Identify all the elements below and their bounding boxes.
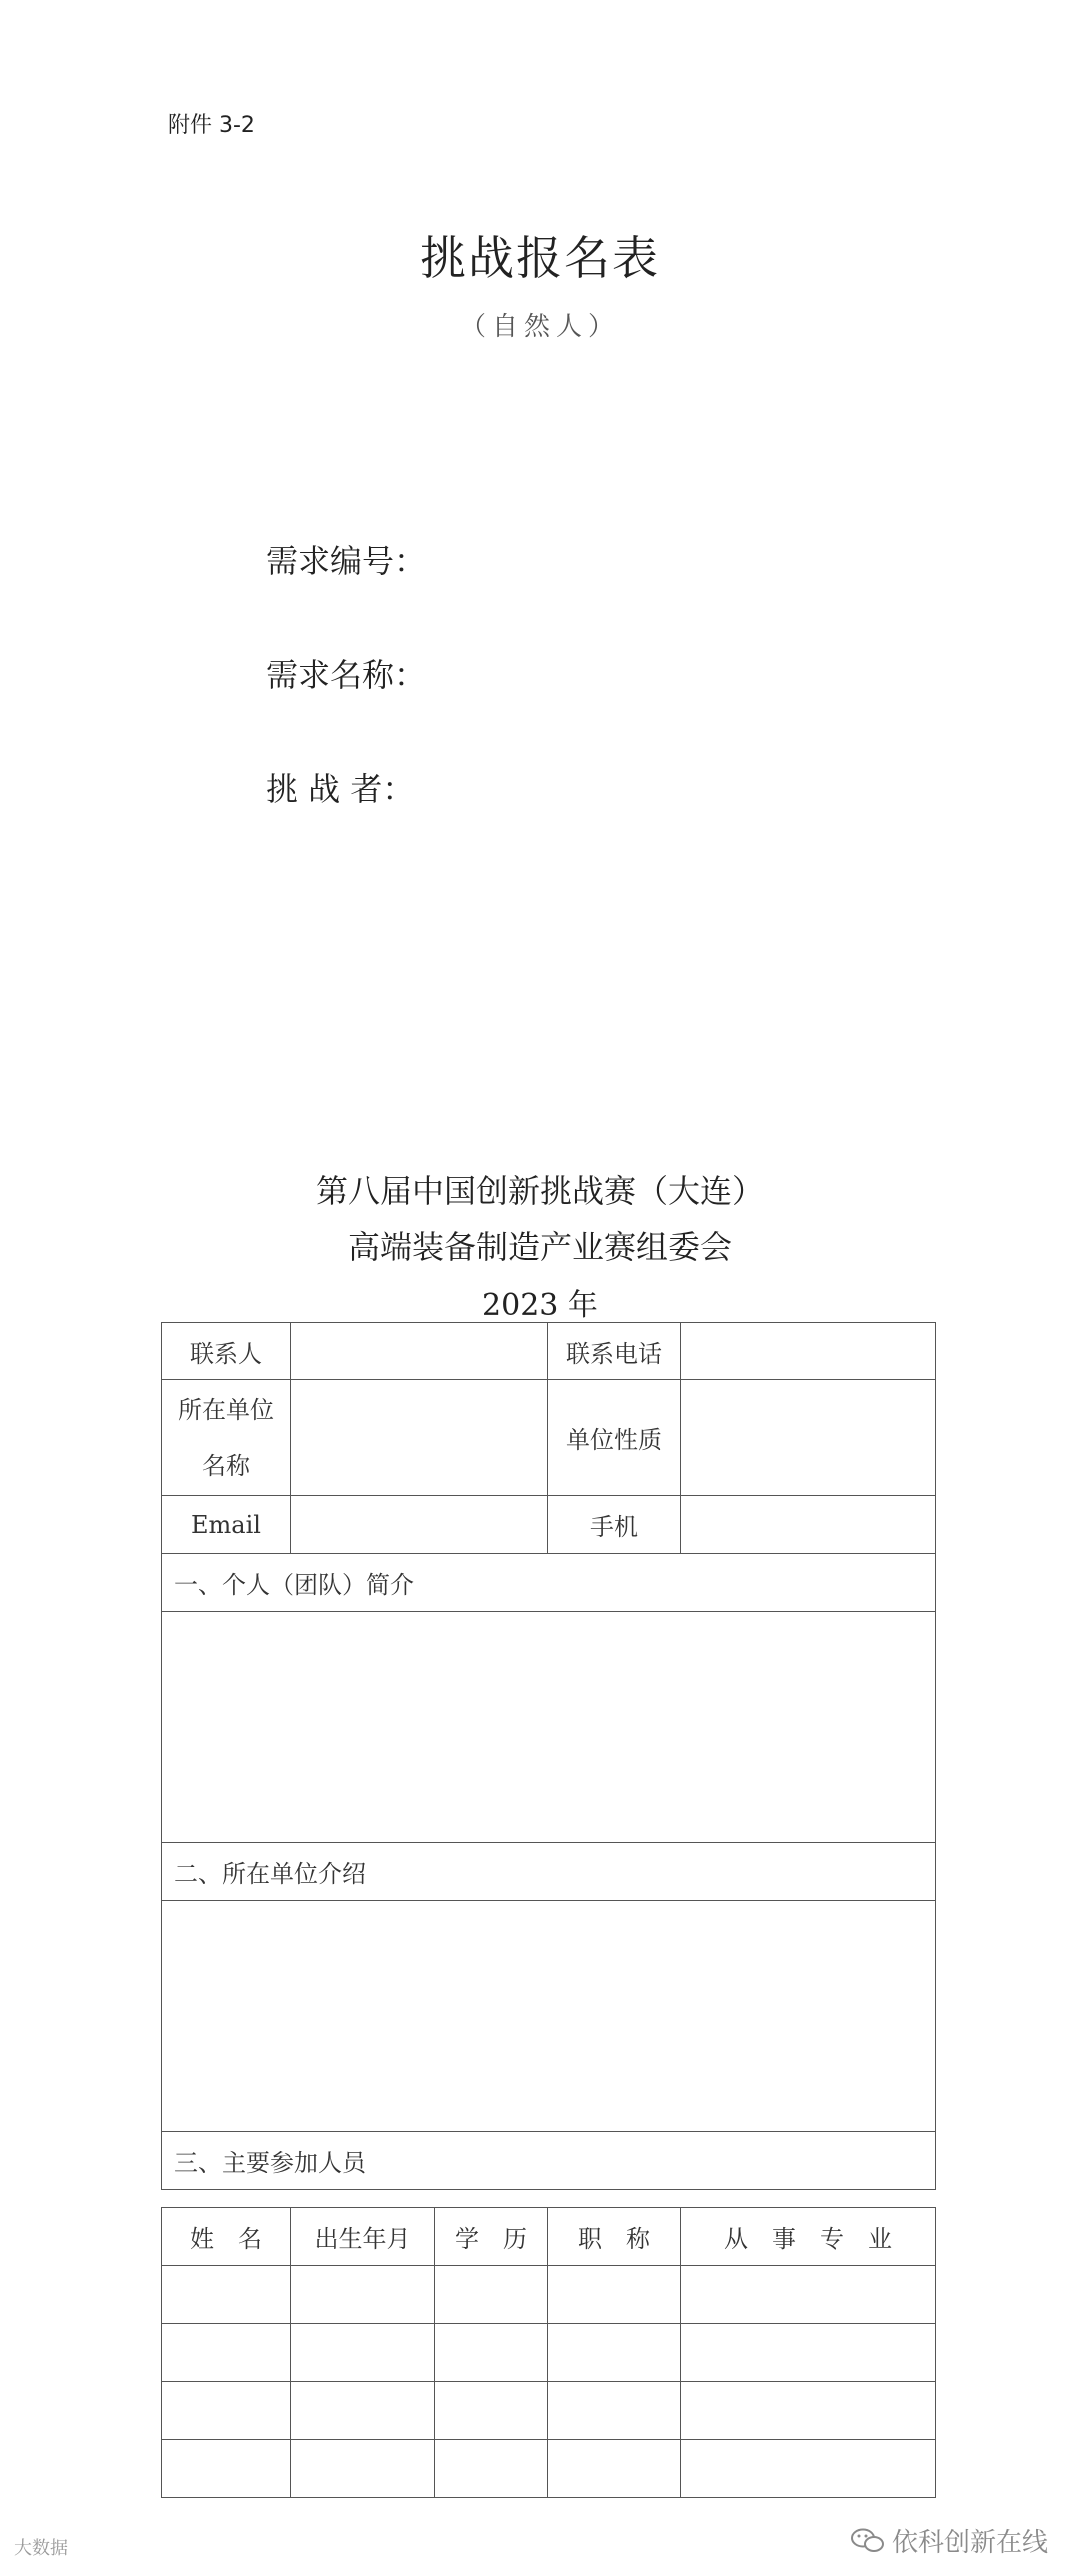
section-unit-intro: 二、所在单位介绍 [162, 1843, 936, 1901]
member-cell[interactable] [548, 2324, 681, 2382]
unit-name-input-cell[interactable] [291, 1380, 548, 1496]
member-cell[interactable] [162, 2324, 291, 2382]
organizer-line1: 第八届中国创新挑战赛（大连） [315, 1172, 764, 1210]
member-cell[interactable] [548, 2266, 681, 2324]
member-cell[interactable] [291, 2382, 435, 2440]
members-header-title: 职 称 [548, 2208, 681, 2266]
members-header-birth: 出生年月 [291, 2208, 435, 2266]
page-subtitle: （自然人） [459, 312, 620, 342]
watermark-right [850, 2522, 1048, 2559]
member-cell[interactable] [435, 2324, 548, 2382]
unit-name-label-line2: 名称 [202, 1451, 250, 1480]
attachment-number: 附件 3-2 [168, 113, 255, 138]
unit-nature-label: 单位性质 [548, 1380, 681, 1496]
members-header-name: 姓 名 [162, 2208, 291, 2266]
table-row [162, 2324, 936, 2382]
mobile-label: 手机 [548, 1496, 681, 1554]
member-cell[interactable] [681, 2382, 936, 2440]
mobile-input-cell[interactable] [681, 1496, 936, 1554]
field-challenger: 挑 战 者： [266, 770, 415, 808]
members-table [161, 2207, 936, 2498]
page-title: 挑战报名表 [420, 231, 660, 285]
email-label: Email [162, 1496, 291, 1554]
member-cell[interactable] [435, 2440, 548, 2498]
member-cell[interactable] [162, 2266, 291, 2324]
section-members: 三、主要参加人员 [162, 2132, 936, 2190]
member-cell[interactable] [435, 2266, 548, 2324]
member-cell[interactable] [291, 2266, 435, 2324]
members-header-major: 从 事 专 业 [681, 2208, 936, 2266]
form-year: 2023 年 [482, 1288, 598, 1323]
wechat-icon [850, 2527, 886, 2555]
section-personal-intro: 一、个人（团队）简介 [162, 1554, 936, 1612]
member-cell[interactable] [681, 2266, 936, 2324]
watermark-right-text: 依科创新在线 [892, 2528, 1049, 2558]
table-row [162, 2382, 936, 2440]
phone-input-cell[interactable] [681, 1323, 936, 1380]
member-cell[interactable] [291, 2440, 435, 2498]
unit-name-label-line1: 所在单位 [178, 1395, 274, 1424]
personal-intro-input-area[interactable] [162, 1612, 936, 1843]
member-cell[interactable] [681, 2440, 936, 2498]
table-row [162, 2266, 936, 2324]
field-demand-name: 需求名称： [266, 656, 427, 694]
member-cell[interactable] [681, 2324, 936, 2382]
organizer-line2: 高端装备制造产业赛组委会 [347, 1228, 732, 1266]
watermark-left: 大数据 [14, 2538, 68, 2559]
member-cell[interactable] [162, 2382, 291, 2440]
phone-label: 联系电话 [548, 1323, 681, 1380]
member-cell[interactable] [548, 2382, 681, 2440]
table-row [162, 2440, 936, 2498]
contact-label: 联系人 [162, 1323, 291, 1380]
member-cell[interactable] [435, 2382, 548, 2440]
unit-name-label [162, 1380, 291, 1496]
members-header-education: 学 历 [435, 2208, 548, 2266]
field-demand-number: 需求编号： [266, 542, 427, 580]
member-cell[interactable] [162, 2440, 291, 2498]
unit-intro-input-area[interactable] [162, 1901, 936, 2132]
email-input-cell[interactable] [291, 1496, 548, 1554]
unit-nature-input-cell[interactable] [681, 1380, 936, 1496]
member-cell[interactable] [291, 2324, 435, 2382]
member-cell[interactable] [548, 2440, 681, 2498]
contact-input-cell[interactable] [291, 1323, 548, 1380]
registration-form-table [161, 1322, 936, 2190]
